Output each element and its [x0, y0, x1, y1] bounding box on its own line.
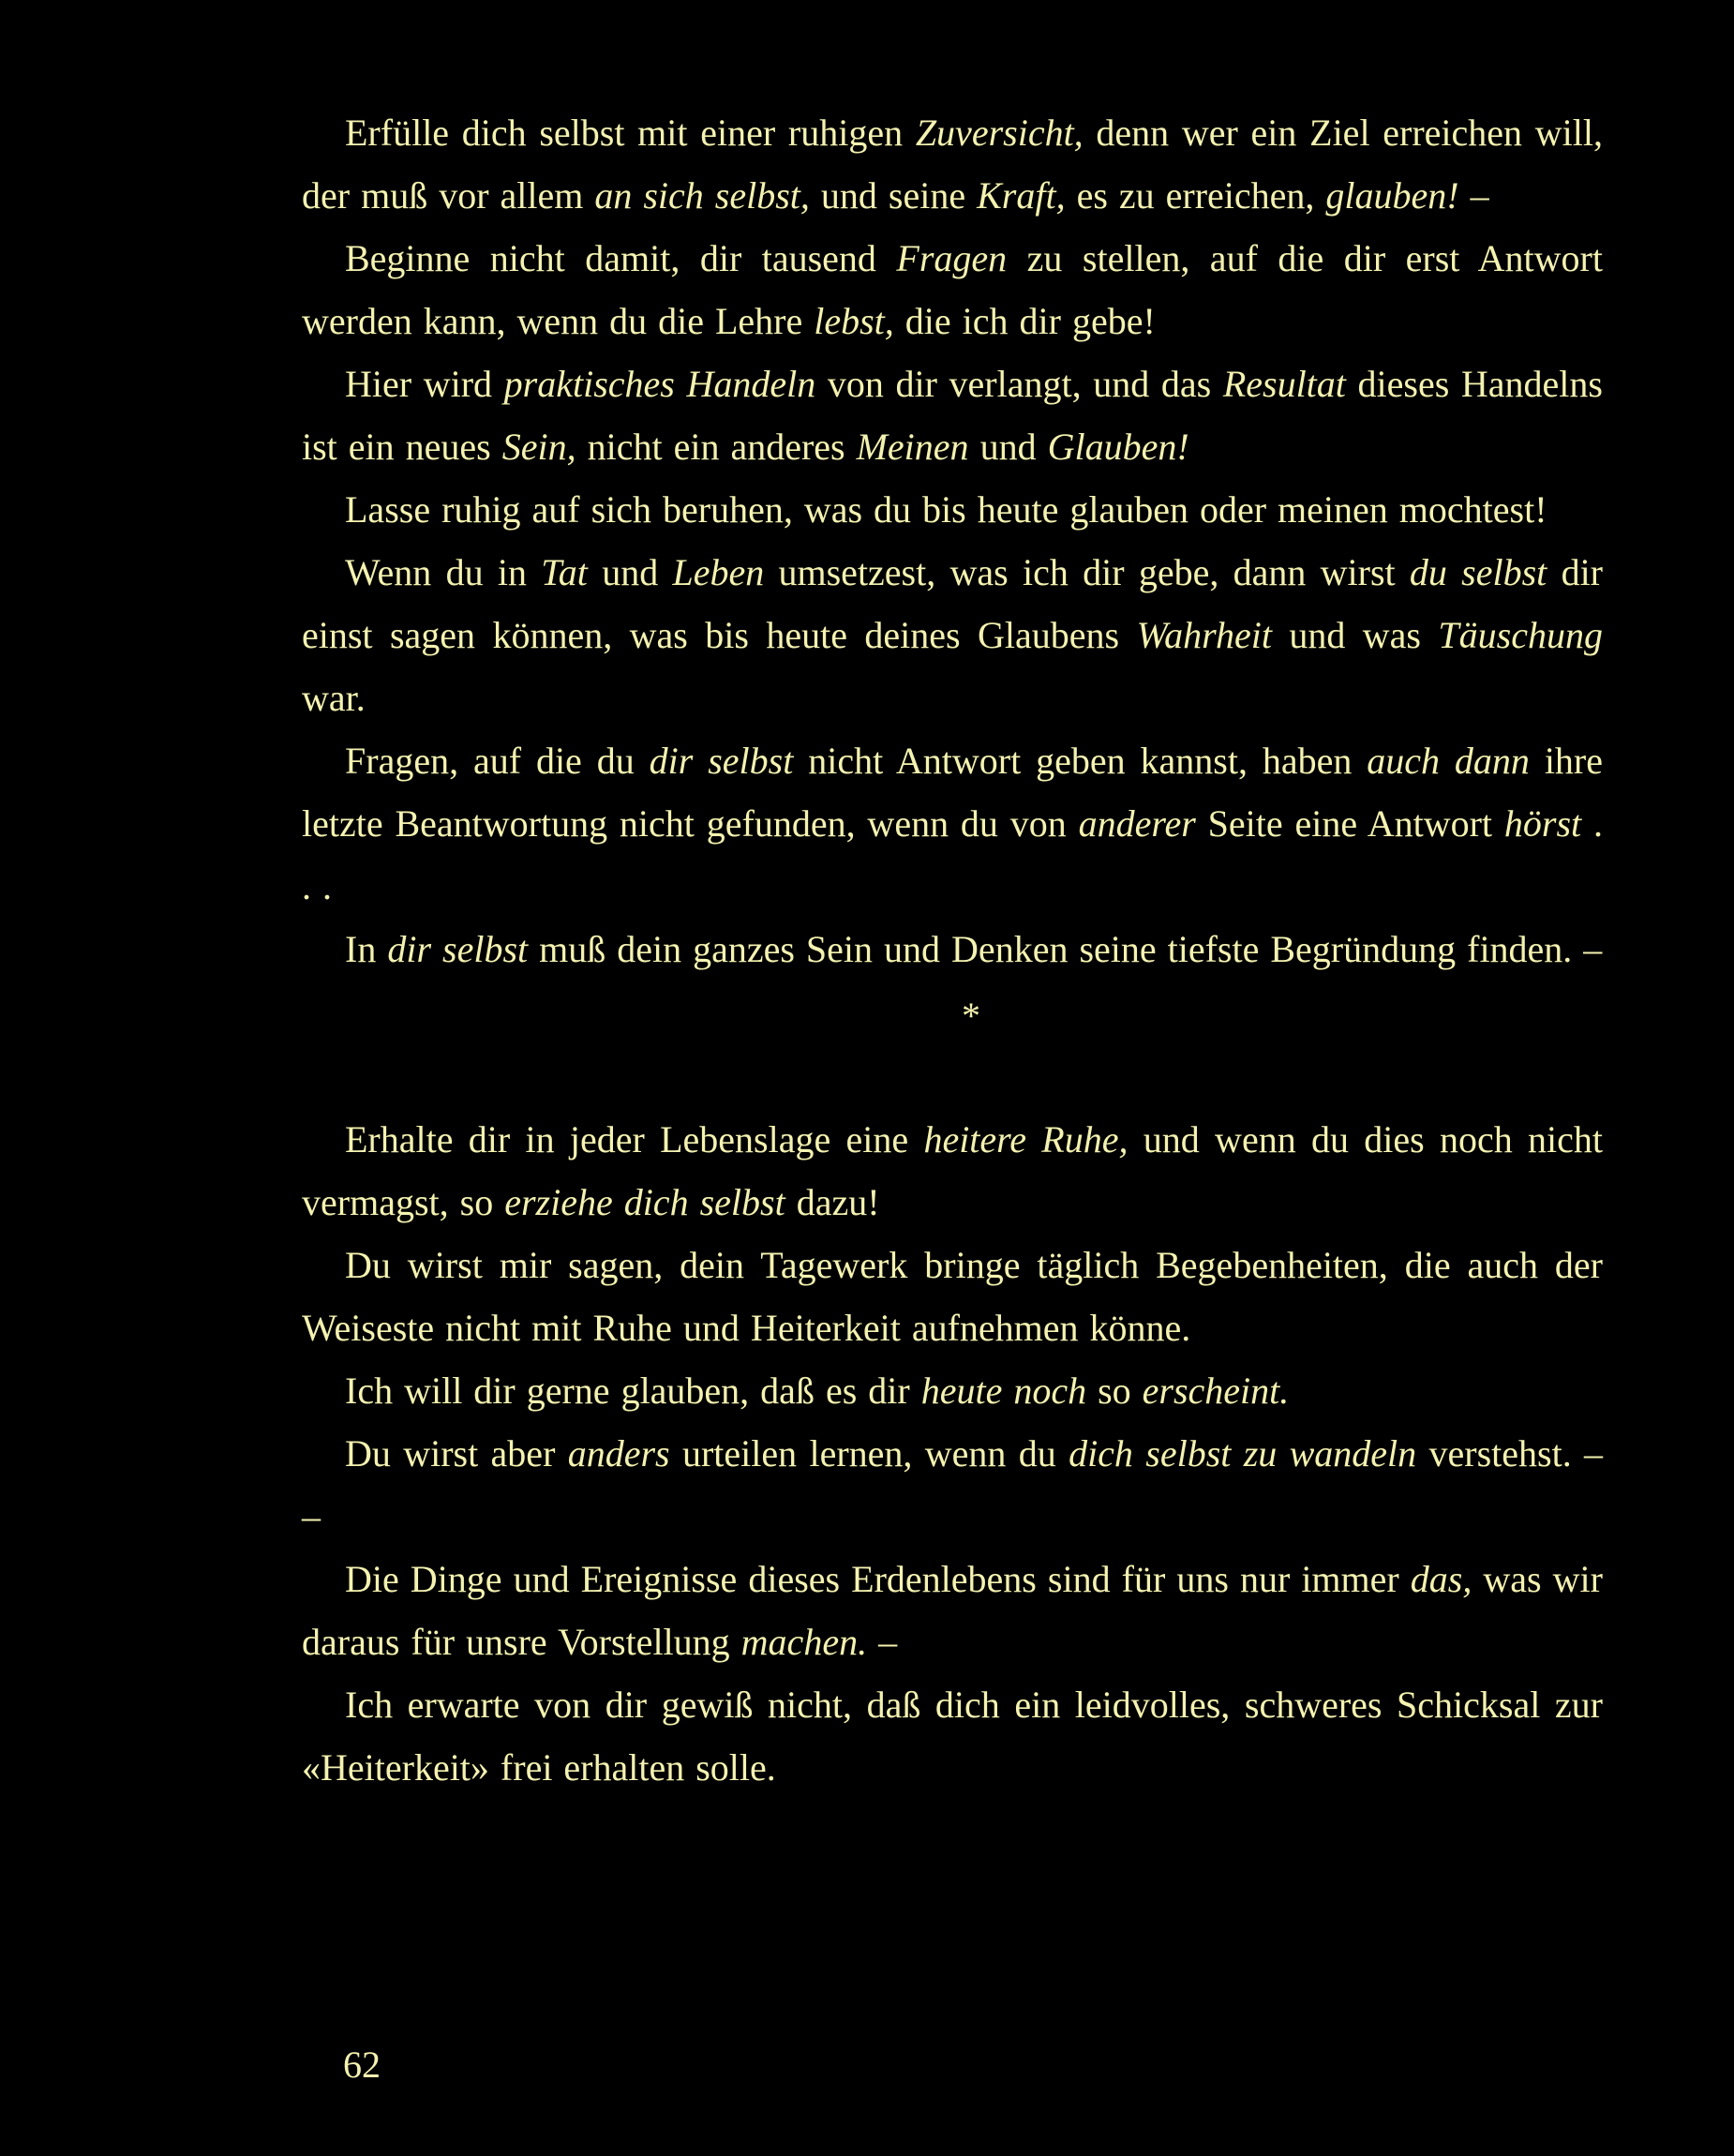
italic-text: Sein,	[501, 426, 576, 468]
paragraph	[302, 227, 1603, 352]
italic-text: anderer	[1078, 802, 1196, 845]
paragraph	[302, 352, 1603, 478]
text-run: Seite eine Antwort	[1195, 802, 1504, 845]
text-run: –	[1458, 174, 1489, 217]
text-run: Beginne nicht damit, dir tausend	[345, 237, 897, 279]
italic-text: dir selbst	[649, 740, 794, 782]
italic-text: Kraft,	[977, 174, 1066, 217]
text-run: . . .	[302, 802, 1604, 907]
text-run: Lasse ruhig auf sich beruhen, was du bis heute glauben oder meinen mochtest!	[345, 488, 1547, 531]
italic-text: machen.	[740, 1621, 868, 1663]
italic-text: praktisches Handeln	[503, 363, 816, 405]
text-run: nicht Antwort geben kannst, haben	[793, 740, 1368, 782]
italic-text: Leben	[672, 551, 765, 593]
text-run: und wenn du dies noch nicht vermagst, so	[302, 1118, 1603, 1223]
text-run: In	[345, 928, 388, 970]
italic-text: heute noch	[920, 1370, 1087, 1412]
paragraph	[302, 1673, 1603, 1799]
italic-text: Fragen	[896, 237, 1008, 279]
italic-text: Zuversicht,	[915, 112, 1084, 154]
text-run: urteilen lernen, wenn du	[669, 1432, 1069, 1475]
text-run: umsetzest, was ich dir gebe, dann wirst	[764, 551, 1410, 593]
text-run: und	[587, 551, 673, 593]
italic-text: heitere Ruhe,	[923, 1118, 1129, 1160]
italic-text: auch dann	[1367, 740, 1530, 782]
text-run: Fragen, auf die du	[345, 740, 650, 782]
text-run: zu stellen, auf die dir erst Antwort werden kann, wenn du die Lehre	[302, 237, 1603, 342]
paragraph	[302, 1234, 1603, 1359]
text-run: und was	[1271, 614, 1439, 656]
text-run: und seine	[809, 174, 978, 217]
text-run: von dir verlangt, und das	[815, 363, 1223, 405]
italic-text: erscheint.	[1142, 1370, 1290, 1412]
text-run: dazu!	[785, 1181, 880, 1223]
italic-text: lebst,	[814, 300, 894, 342]
paragraph	[302, 101, 1603, 227]
italic-text: erziehe dich selbst	[504, 1181, 785, 1223]
paragraph	[302, 1548, 1603, 1673]
text-run: Erhalte dir in jeder Lebenslage eine	[345, 1118, 924, 1160]
text-run: es zu erreichen,	[1065, 174, 1326, 217]
italic-text: hörst	[1503, 802, 1582, 845]
paragraph	[302, 1108, 1603, 1234]
italic-text: Resultat	[1222, 363, 1346, 405]
text-run: Du wirst mir sagen, dein Tagewerk bringe täglich Begebenheiten, die auch der Weiseste nicht mit Ruhe und Heiterkeit aufnehmen könne.	[302, 1244, 1603, 1349]
text-run: Du wirst aber	[345, 1432, 568, 1475]
italic-text: dir selbst	[387, 928, 529, 970]
text-run: so	[1086, 1370, 1143, 1412]
paragraph	[302, 1422, 1603, 1548]
text-run: muß dein ganzes Sein und Denken seine tiefste Begründung finden. –	[528, 928, 1603, 970]
text-run: und	[968, 426, 1048, 468]
italic-text: das,	[1410, 1558, 1472, 1600]
italic-text: Wahrheit	[1136, 614, 1272, 656]
italic-text: dich selbst zu wandeln	[1069, 1432, 1417, 1475]
section-separator: *	[962, 995, 980, 1037]
text-run: dir einst sagen können, was bis heute deines Glaubens	[302, 551, 1604, 656]
text-run: Hier wird	[345, 363, 504, 405]
italic-text: du selbst	[1409, 551, 1547, 593]
italic-text: Täuschung	[1438, 614, 1603, 656]
text-run: was wir daraus für unsre Vorstellung	[302, 1558, 1603, 1663]
page-number: 62	[343, 2044, 381, 2086]
italic-text: glauben!	[1325, 174, 1459, 217]
text-run: dieses Handelns ist ein neues	[302, 363, 1603, 468]
paragraph	[302, 918, 1603, 981]
text-run: nicht ein anderes	[576, 426, 857, 468]
text-run: ihre letzte Beantwortung nicht gefunden, wenn du von	[302, 740, 1604, 845]
text-run: die ich dir gebe!	[893, 300, 1156, 342]
italic-text: Glauben!	[1047, 426, 1189, 468]
text-run: Erfülle dich selbst mit einer ruhigen	[345, 112, 916, 154]
text-run: denn wer ein Ziel erreichen will, der muß vor allem	[302, 112, 1603, 217]
page-body	[302, 101, 1603, 1799]
paragraph	[302, 1359, 1603, 1422]
italic-text: an sich selbst,	[594, 174, 810, 217]
paragraph	[302, 541, 1603, 729]
italic-text: Meinen	[856, 426, 969, 468]
text-section-bottom	[302, 1108, 1603, 1799]
text-run: Ich erwarte von dir gewiß nicht, daß dich ein leidvolles, schweres Schicksal zur «Heiterkeit» frei erhalten solle.	[302, 1684, 1603, 1789]
text-run: Ich will dir gerne glauben, daß es dir	[345, 1370, 921, 1412]
text-run: verstehst. – –	[302, 1432, 1604, 1537]
italic-text: Tat	[541, 551, 588, 593]
paragraph	[302, 729, 1603, 918]
italic-text: anders	[567, 1432, 670, 1475]
text-section-top	[302, 101, 1603, 981]
text-run: –	[867, 1621, 898, 1663]
text-run: Wenn du in	[345, 551, 542, 593]
paragraph	[302, 478, 1603, 541]
text-run: war.	[302, 677, 366, 719]
text-run: Die Dinge und Ereignisse dieses Erdenlebens sind für uns nur immer	[345, 1558, 1411, 1600]
